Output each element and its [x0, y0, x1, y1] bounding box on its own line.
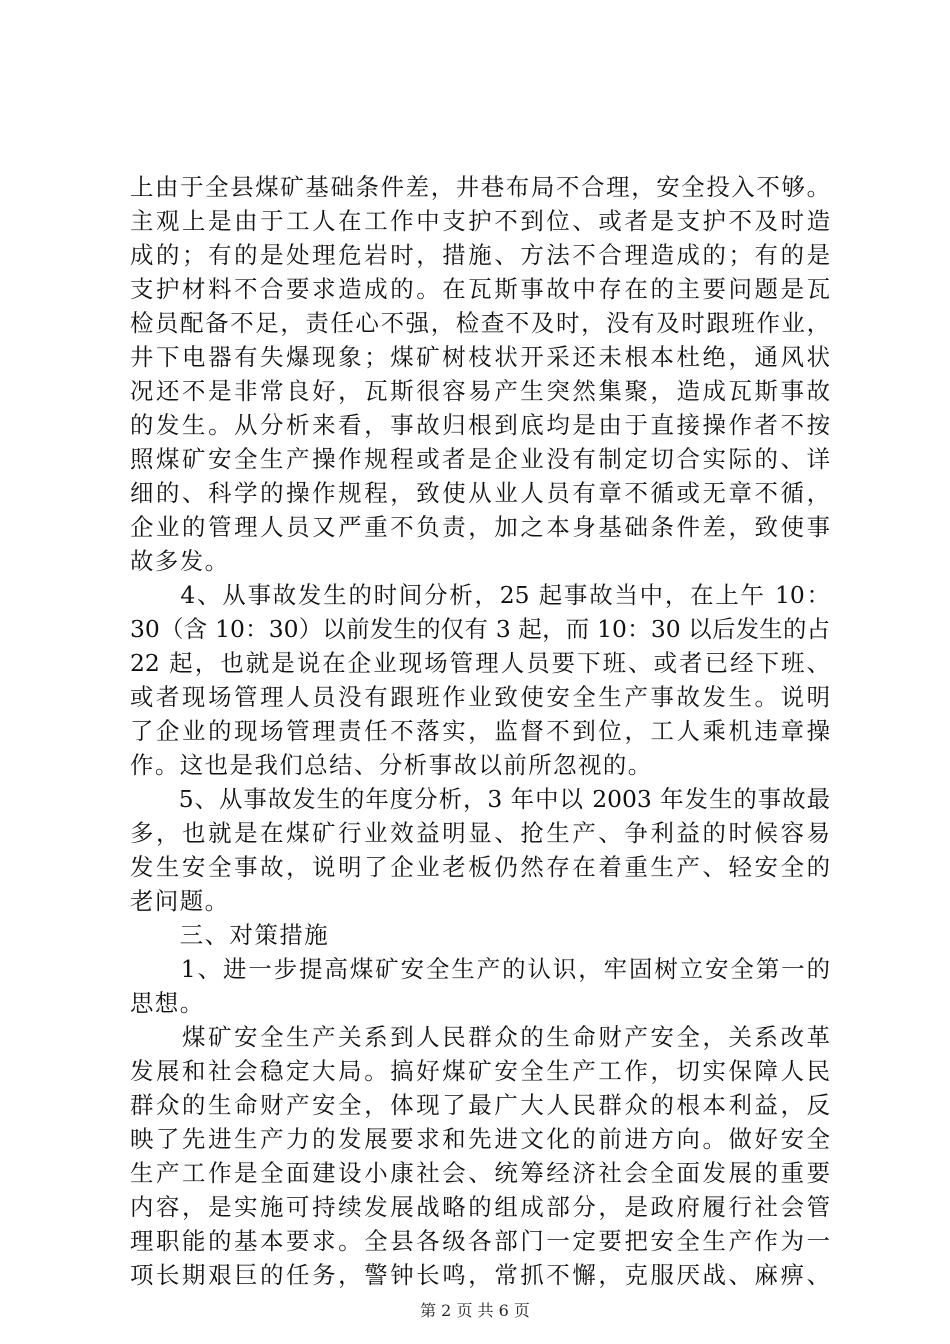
body-line: 作。这也是我们总结、分析事故以前所忽视的。: [130, 751, 653, 779]
body-line: 检员配备不足，责任心不强，检查不及时，没有及时跟班作业，: [130, 309, 830, 337]
body-line: 成的；有的是处理危岩时，措施、方法不合理造成的；有的是: [130, 241, 830, 269]
body-line: 理职能的基本要求。全县各级各部门一定要把安全生产作为一: [130, 1227, 830, 1255]
body-line: 况还不是非常良好，瓦斯很容易产生突然集聚，造成瓦斯事故: [130, 377, 830, 405]
body-line: 多，也就是在煤矿行业效益明显、抢生产、争利益的时候容易: [130, 819, 830, 847]
body-line: 22 起，也就是说在企业现场管理人员要下班、或者已经下班、: [130, 649, 830, 677]
body-line: 生产工作是全面建设小康社会、统筹经济社会全面发展的重要: [130, 1159, 830, 1187]
body-line: 故多发。: [130, 547, 230, 575]
body-line: 煤矿安全生产关系到人民群众的生命财产安全，关系改革: [130, 1023, 830, 1051]
body-line: 细的、科学的操作规程，致使从业人员有章不循或无章不循，: [130, 479, 830, 507]
body-line: 老问题。: [130, 887, 230, 915]
body-line: 主观上是由于工人在工作中支护不到位、或者是支护不及时造: [130, 207, 830, 235]
body-line: 30（含 10：30）以前发生的仅有 3 起，而 10：30 以后发生的占: [130, 615, 830, 643]
body-line: 企业的管理人员又严重不负责，加之本身基础条件差，致使事: [130, 513, 830, 541]
body-line: 4、从事故发生的时间分析，25 起事故当中，在上午 10：: [130, 581, 830, 609]
body-line: 项长期艰巨的任务，警钟长鸣，常抓不懈，克服厌战、麻痹、: [130, 1261, 830, 1289]
body-line: 思想。: [130, 989, 205, 1017]
body-line: 或者现场管理人员没有跟班作业致使安全生产事故发生。说明: [130, 683, 830, 711]
body-line: 内容，是实施可持续发展战略的组成部分，是政府履行社会管: [130, 1193, 830, 1221]
body-line: 井下电器有失爆现象；煤矿树枝状开采还未根本杜绝，通风状: [130, 343, 830, 371]
body-line: 支护材料不合要求造成的。在瓦斯事故中存在的主要问题是瓦: [130, 275, 830, 303]
body-line: 的发生。从分析来看，事故归根到底均是由于直接操作者不按: [130, 411, 830, 439]
body-line: 上由于全县煤矿基础条件差，井巷布局不合理，安全投入不够。: [130, 173, 830, 201]
body-line: 群众的生命财产安全，体现了最广大人民群众的根本利益，反: [130, 1091, 830, 1119]
body-line: 照煤矿安全生产操作规程或者是企业没有制定切合实际的、详: [130, 445, 830, 473]
body-line: 1、进一步提高煤矿安全生产的认识，牢固树立安全第一的: [130, 955, 830, 983]
page-footer: 第 2 页 共 6 页: [420, 1301, 530, 1320]
body-line: 发生安全事故，说明了企业老板仍然存在着重生产、轻安全的: [130, 853, 830, 881]
section-heading: 三、对策措施: [130, 921, 330, 949]
body-line: 发展和社会稳定大局。搞好煤矿安全生产工作，切实保障人民: [130, 1057, 830, 1085]
body-line: 了企业的现场管理责任不落实，监督不到位，工人乘机违章操: [130, 717, 830, 745]
body-line: 5、从事故发生的年度分析，3 年中以 2003 年发生的事故最: [130, 785, 830, 813]
body-line: 映了先进生产力的发展要求和先进文化的前进方向。做好安全: [130, 1125, 830, 1153]
